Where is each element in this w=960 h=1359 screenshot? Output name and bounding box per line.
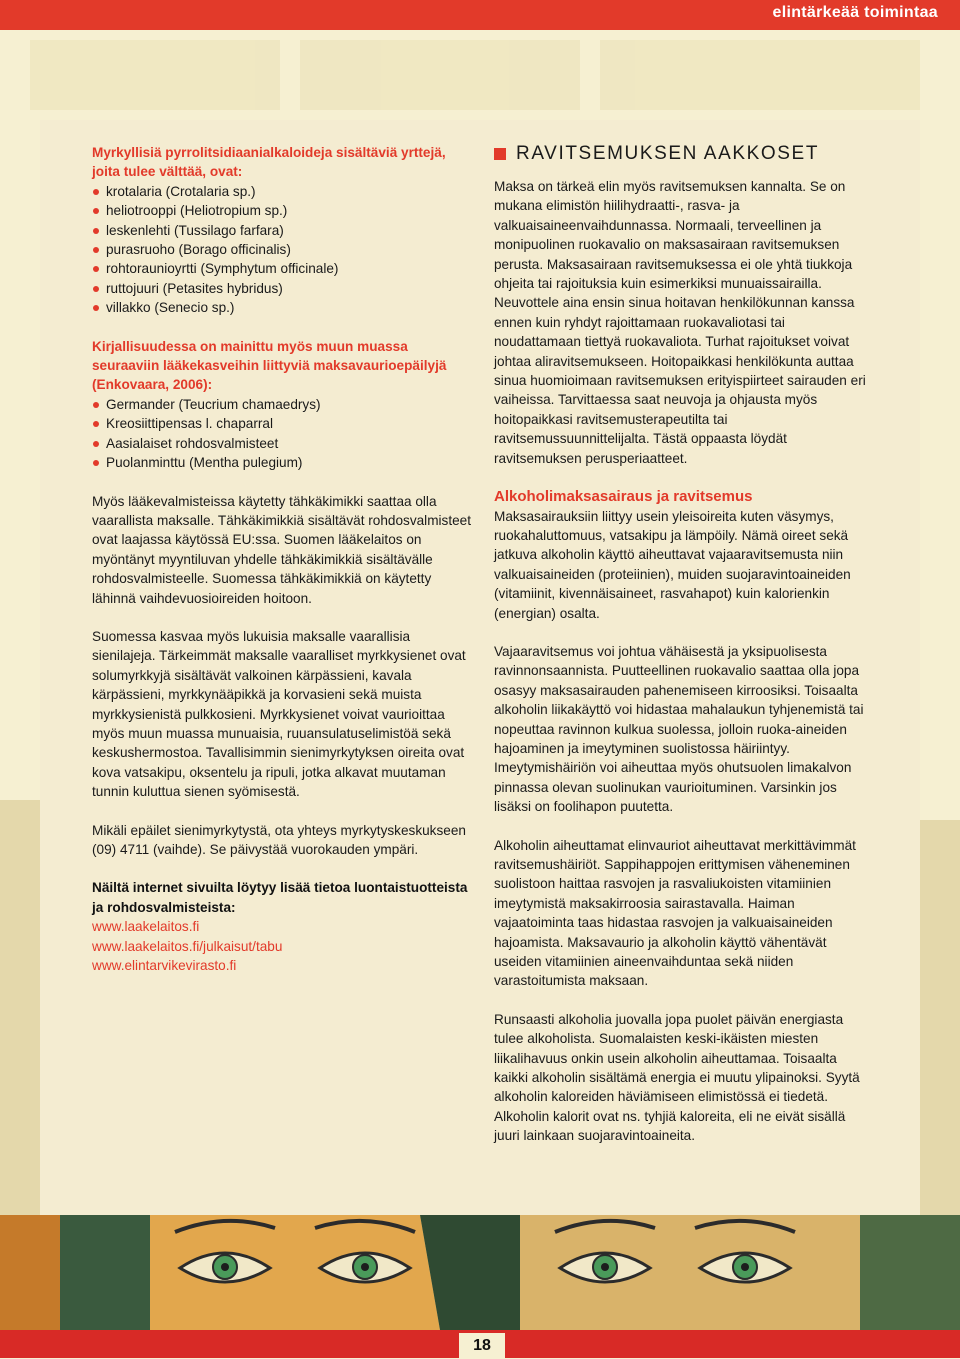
alcohol-section-heading: Alkoholimaksasairaus ja ravitsemus (494, 488, 753, 506)
list-item: rohtoraunioyrtti (Symphytum officinale) (92, 259, 472, 278)
section-title-text: RAVITSEMUKSEN AAKKOSET (516, 143, 820, 164)
list-item: purasruoho (Borago officinalis) (92, 240, 472, 259)
link-laakelaitos[interactable]: www.laakelaitos.fi (92, 919, 200, 935)
medicinal-plants-list (92, 395, 472, 473)
link-laakelaitos-julkaisut[interactable]: www.laakelaitos.fi/julkaisut/tabu (92, 938, 283, 954)
paragraph: Mikäli epäilet sienimyrkytystä, ota yhteys myrkytyskeskukseen (09) 4711 (vaihde). Se päivystää vuorokauden ympäri. (92, 822, 466, 857)
list-item: Puolanminttu (Mentha pulegium) (92, 453, 472, 472)
paragraph: Suomessa kasvaa myös lukuisia maksalle vaarallisia sienilajeja. Tärkeimmät maksalle vaaralliset myrkkysienet ovat solumyrkkyjä sisältävät valkoinen kärpässieni, kavala kärpässieni, myrkkynääpikkä ja korvasieni sekä muista myrkkysienistä pulkkosieni. Myrkkysienet voivat vaurioittaa myös muun muassa munuaisia, ruuansulatuselimistöä sekä keskushermostoa. Tavallisimmin sienimyrkytyksen oireita ovat kova vatsakipu, oksentelu ja ripuli, jotka alkavat muutaman tunnin kuluttua sienen syömisestä. (92, 628, 466, 800)
square-bullet-icon (494, 148, 506, 160)
liver-damage-heading: Kirjallisuudessa on mainittu myös muun muassa seuraaviin lääkekasveihin liittyviä maksavaurioepäilyjä (Enkovaara, 2006): (92, 338, 447, 393)
poisonous-herbs-list (92, 182, 472, 318)
list-item: krotalaria (Crotalaria sp.) (92, 182, 472, 201)
paragraph: Alkoholin aiheuttamat elinvauriot aiheuttavat merkittävimmät ravitsemushäiriöt. Sappihappojen erittymisen väheneminen suolistoon haittaa rasvojen ja rasvaliukoisten vitamiinien imeytymistä maksakirroosia sairastavalla. Haiman vajaatoiminta taas hidastaa rasvojen ja valkuaisaineiden hajoamista. Maksavaurio ja alkoholin käyttö vähentävät useiden vitamiinien aineenvaihduntaa sekä niiden varastoitumista maksaan. (494, 837, 856, 989)
list-item: ruttojuuri (Petasites hybridus) (92, 279, 472, 298)
list-item: Germander (Teucrium chamaedrys) (92, 395, 472, 414)
list-item: heliotrooppi (Heliotropium sp.) (92, 201, 472, 220)
paragraph: Runsaasti alkoholia juovalla jopa puolet päivän energiasta tulee alkoholista. Suomalaisten keski-ikäisten miesten liikalihavuus onkin usein alkoholin aiheuttamaa. Toisaalta kaikki alkoholin sisältämä energia ei muutu ylipainoksi. Syytä alkoholin kaloreiden häviämiseen elimistössä ei tiedetä. Alkoholin kalorit ovat ns. tyhjiä kaloreita, eli ne eivät sisällä juuri lainkaan suojaravintoaineita. (494, 1011, 860, 1144)
paragraph: Vajaaravitsemus voi johtua vähäisestä ja yksipuolisesta ravinnonsaannista. Puutteellinen ruokavalio saattaa olla jopa osasyy maksasairauden pahenemiseen kirroosiksi. Toisaalta alkoholin liikakäyttö voi hidastaa mahalaukun tyhjenemistä tai nopeuttaa ravinnon kulkua suolessa, jolloin ruoka-aineiden hajoaminen ja imeytyminen suolistossa häiriintyy. Imeytymishäiriön voi aiheuttaa myös ohutsuolen limakalvon pinnassa olevan suolinukan vaurioituminen. Varsinkin jos lisäksi on foolihapon puutetta. (494, 643, 864, 815)
paragraph: Myös lääkevalmisteissa käytetty tähkäkimikki saattaa olla vaarallista maksalle. Tähkäkimikkiä sisältävät rohdosvalmisteet ovat laajassa käytössä EU:ssa. Suomen lääkelaitos on myöntänyt myyntiluvan yhdelle tähkäkimikkiä sisältävälle rohdosvalmisteelle. Suomessa tähkäkimikkiä on käytetty lähinnä vaihdevuosioireiden hoitoon. (92, 493, 472, 606)
list-item: villakko (Senecio sp.) (92, 298, 472, 317)
left-column (92, 143, 472, 975)
page-number: 18 (459, 1333, 505, 1359)
paragraph: Maksasairauksiin liittyy usein yleisoireita kuten väsymys, ruokahaluttomuus, vatsakipu ja lämpöily. Nämä oireet sekä jatkuva alkoholin käyttö aiheuttavat vajaaravitsemusta niin valkuaisaineiden (proteiinien), muiden suojaravintoaineiden (vitamiinit, kivennäisaineet, rasvahapot) kuin kalorienkin (energian) osalta. (494, 508, 851, 621)
right-column (494, 143, 870, 1146)
list-item: Kreosiittipensas l. chaparral (92, 414, 472, 433)
section-title (494, 143, 870, 165)
poisonous-herbs-heading: Myrkyllisiä pyrrolitsidiaanialkaloideja sisältäviä yrttejä, joita tulee välttää, ovat: (92, 145, 446, 180)
list-item: leskenlehti (Tussilago farfara) (92, 221, 472, 240)
paragraph: Maksa on tärkeä elin myös ravitsemuksen kannalta. Se on mukana elimistön hiilihydraatti-, rasva- ja valkuaisaineenvaihdunnassa. Normaali, terveellinen ja monipuolinen ruokavalio on maksasairaan ravitsemuksen perusta. Maksasairaan ravitsemuksessa ei ole yhtä tiukkoja ohjeita tai rajoituksia kuin esimerkiksi munuaissairailla. Neuvottele aina ensin sinua hoitavan henkilökunnan kanssa ennen kuin ryhdyt rajoittamaan ruokavaliotasi tai noudattamaan tiettyä ruokavaliota. Turhat rajoitukset voivat johtaa aliravitsemukseen. Hoitopaikkasi henkilökunta auttaa sinua huomioimaan ravitsemuksen erityispiirteet sairauden eri vaiheissa. Tarvittaessa saat neuvoja ja ohjausta myös hoitopaikkasi ravitsemusterapeutilta tai ravitsemussuunnittelijalta. Tästä oppaasta löydät ravitsemuksen perusperiaatteet. (494, 179, 866, 466)
section-header-label: elintärkeää toimintaa (772, 4, 938, 21)
list-item: Aasialaiset rohdosvalmisteet (92, 434, 472, 453)
link-elintarvikevirasto[interactable]: www.elintarvikevirasto.fi (92, 958, 237, 974)
section-header-bar (0, 0, 960, 30)
links-heading: Näiltä internet sivuilta löytyy lisää tietoa luontaistuotteista ja rohdosvalmisteista: (92, 880, 468, 915)
